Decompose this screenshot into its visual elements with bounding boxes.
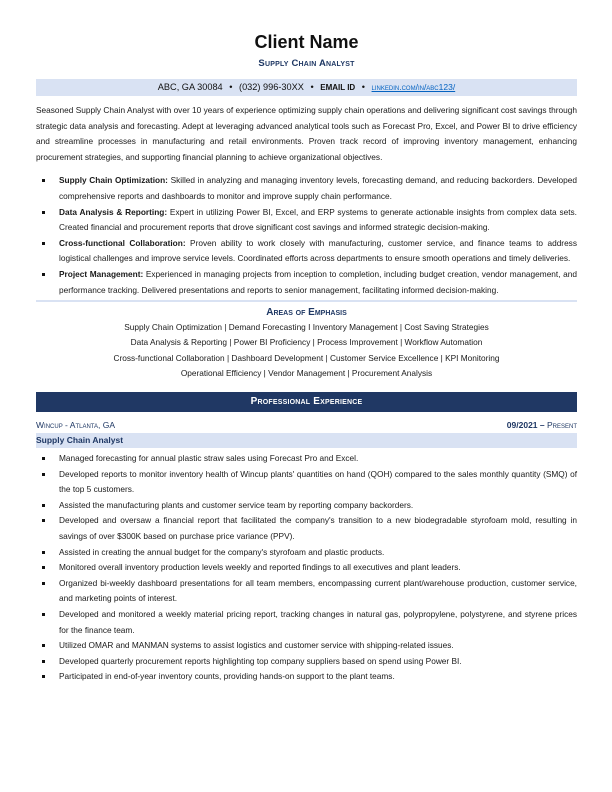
job-role: Supply Chain Analyst (36, 433, 577, 448)
job-title: Supply Chain Analyst (258, 58, 355, 69)
highlight-label: Cross-functional Collaboration: (59, 237, 186, 248)
job-bullet: Utilized OMAR and MANMAN systems to assist logistics and customer service with shipping-related issues. (36, 638, 577, 654)
job-bullet: Assisted in creating the annual budget for the company's styrofoam and plastic products. (36, 545, 577, 561)
date-dash: – (537, 420, 547, 430)
location: ABC, GA 30084 (157, 82, 223, 92)
highlight-text: Proven ability to work closely with manufacturing, customer service, and finance teams to address logistical challenges and improve service levels. Coordinated efforts across departments to ensure smooth operations and timely deliveries. (59, 237, 577, 264)
job-dates (507, 418, 577, 432)
areas-of-emphasis-heading: Areas of Emphasis (266, 306, 347, 318)
bullet-separator: • (229, 82, 233, 92)
highlight-item (36, 173, 577, 204)
divider (36, 300, 577, 302)
job-bullet: Monitored overall inventory production levels weekly and reported findings to all executives and plant leaders. (36, 560, 577, 576)
emphasis-line: Data Analysis & Reporting | Power BI Proficiency | Process Improvement | Workflow Automation (130, 337, 483, 348)
job-bullets (36, 451, 577, 685)
highlight-label: Supply Chain Optimization: (59, 175, 168, 186)
emphasis-line: Cross-functional Collaboration | Dashboard Development | Customer Service Excellence | KPI Monitoring (113, 352, 500, 363)
summary-paragraph: Seasoned Supply Chain Analyst with over 10 years of experience optimizing supply chain operations and delivering significant cost savings through strategic data analysis and forecasting. Adept at leveraging advanced analytical tools such as Forecast Pro, Excel, and Power BI to drive efficiency and streamline processes in manufacturing and retail environments. Proven track record of improving inventory management, enhancing procurement strategies, and supporting financial planning to achieve organizational objectives. (36, 105, 577, 162)
highlight-item (36, 267, 577, 298)
linkedin-link[interactable]: linkedin.com/in/abc123/ (371, 82, 456, 92)
client-name: Client Name (254, 32, 359, 52)
emphasis-line: Operational Efficiency | Vendor Management | Procurement Analysis (180, 368, 433, 379)
highlight-text: Experienced in managing projects from inception to completion, including budget creation, vendor management, and performance tracking. Delivered presentations and reports to senior management, facilitating informed decision-making. (59, 268, 577, 295)
contact-bar (36, 79, 577, 96)
company-location: Wincup - Atlanta, GA (36, 420, 116, 430)
highlight-text: Expert in utilizing Power BI, Excel, and ERP systems to generate actionable insights from complex data sets. Created financial and procurement reports that drove significant cost savings and informed strategic decision-making. (59, 206, 577, 233)
bullet-separator: • (361, 82, 365, 92)
job-bullet: Assisted the manufacturing plants and customer service team by reporting company backorders. (36, 498, 577, 514)
job-bullet: Participated in end-of-year inventory counts, providing hands-on support to the plant teams. (36, 669, 577, 685)
phone: (032) 996-30XX (239, 82, 304, 92)
highlight-item (36, 205, 577, 236)
job-bullet: Developed and monitored a weekly material pricing report, tracking changes in natural gas, polypropylene, polystyrene, and styrene prices for the finance team. (36, 607, 577, 638)
highlight-text: Skilled in analyzing and managing inventory levels, forecasting demand, and reducing backorders. Developed comprehensive reports and dashboards to monitor and improve supply chain performance. (59, 175, 577, 201)
job-bullet: Managed forecasting for annual plastic straw sales using Forecast Pro and Excel. (36, 451, 577, 467)
job-bullet: Developed quarterly procurement reports highlighting top company suppliers based on spend using Power BI. (36, 654, 577, 670)
highlight-item (36, 236, 577, 267)
highlight-label: Data Analysis & Reporting: (59, 206, 168, 217)
job-bullet: Developed reports to monitor inventory health of Wincup plants' quantities on hand (QOH) compared to the sales monthly quantity (SMQ) of the top 5 customers. (36, 467, 577, 498)
emphasis-line: Supply Chain Optimization | Demand Forecasting I Inventory Management | Cost Saving Strategies (124, 321, 489, 332)
professional-experience-heading: Professional Experience (36, 392, 577, 412)
email[interactable]: EMAIL ID (320, 83, 356, 92)
resume-page (36, 0, 577, 685)
bullet-separator: • (310, 82, 314, 92)
end-date: Present (546, 420, 577, 430)
highlights-list (36, 173, 577, 298)
job-header (36, 418, 577, 432)
job-bullet: Organized bi-weekly dashboard presentations for all team members, encompassing current plant/warehouse production, customer service, and marketing points of interest. (36, 576, 577, 607)
highlight-label: Project Management: (59, 268, 144, 279)
job-bullet: Developed and oversaw a financial report that facilitated the company's transition to a new biodegradable styrofoam mold, resulting in savings of over $300K based on purchase price variance (PPV). (36, 513, 577, 544)
start-date: 09/2021 (506, 420, 538, 430)
